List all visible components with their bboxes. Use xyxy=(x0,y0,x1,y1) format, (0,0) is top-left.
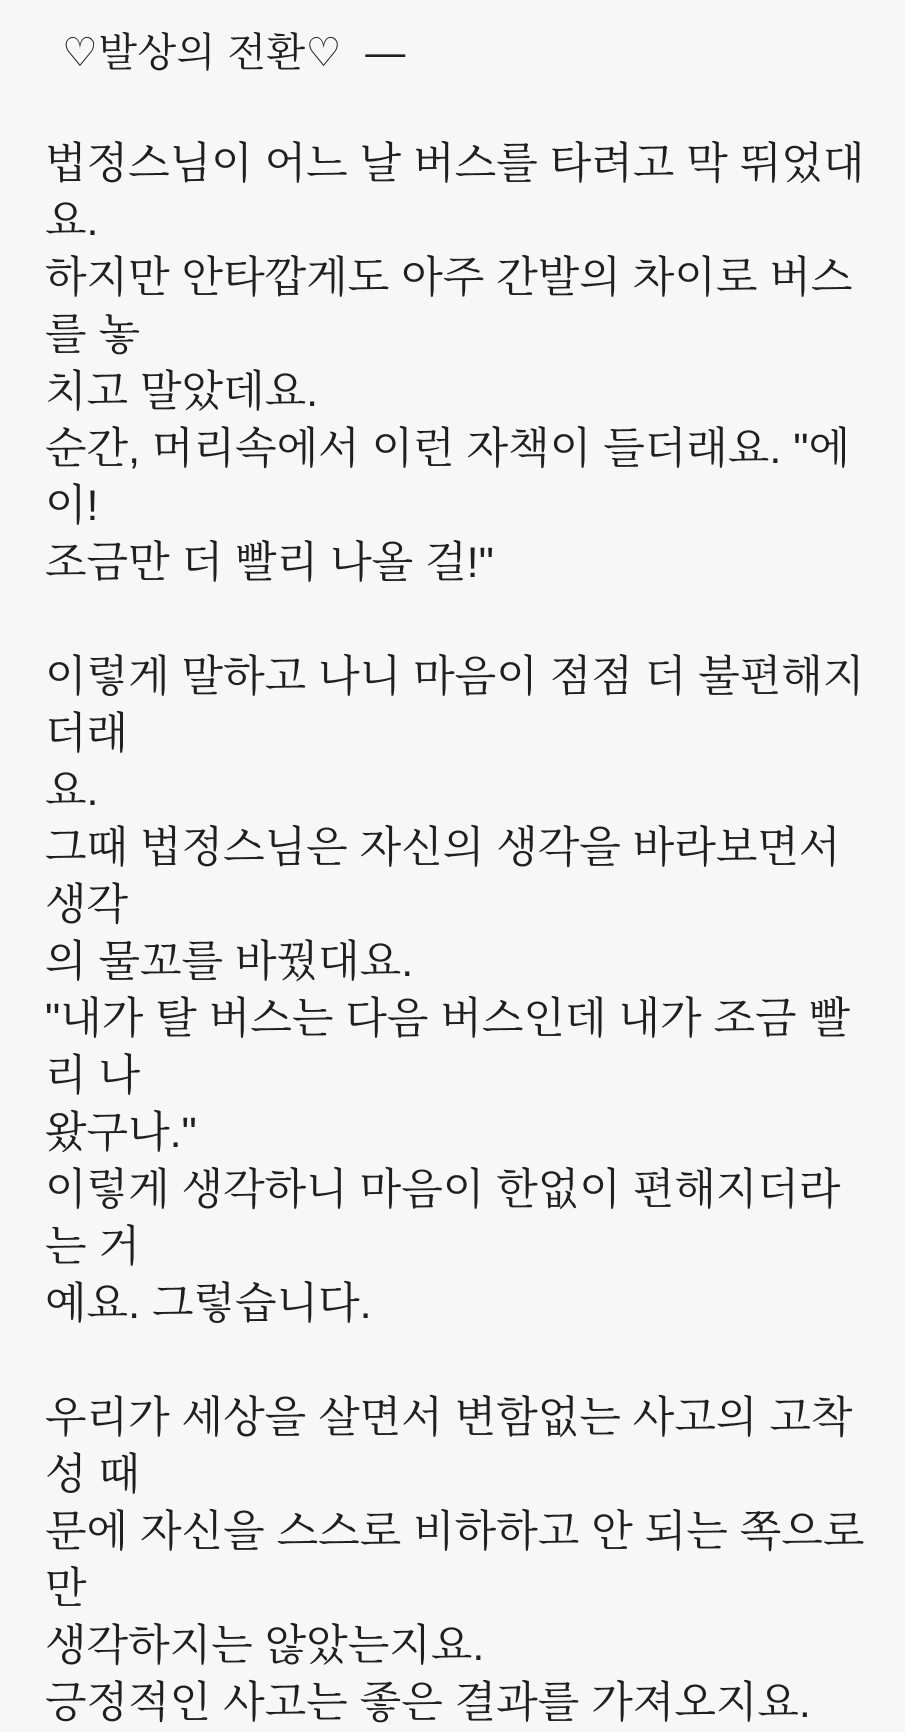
body-text xyxy=(45,136,875,1732)
text-line xyxy=(45,1333,875,1390)
text-line: 법정스님이 어느 날 버스를 타려고 막 뛰었대요. xyxy=(45,140,865,245)
text-line: 하지만 안타깝게도 아주 간발의 차이로 버스를 놓 xyxy=(45,254,853,359)
text-line: 이렇게 생각하니 마음이 한없이 편해지더라는 거 xyxy=(45,1166,841,1271)
text-line: 요. xyxy=(45,767,99,815)
text-line: 문에 자신을 스스로 비하하고 안 되는 쪽으로만 xyxy=(45,1508,865,1613)
text-line: 긍정적인 사고는 좋은 결과를 가져오지요. xyxy=(45,1679,811,1727)
text-line: 예요. 그렇습니다. xyxy=(45,1280,372,1328)
text-line: 조금만 더 빨리 나올 걸!" xyxy=(45,539,494,587)
text-line: 왔구나." xyxy=(45,1109,197,1157)
text-line: 생각하지는 않았는지요. xyxy=(45,1622,485,1670)
text-line: 그때 법정스님은 자신의 생각을 바라보면서 생각 xyxy=(45,824,853,929)
text-line: 의 물꼬를 바꿨대요. xyxy=(45,938,414,986)
text-line: 치고 말았데요. xyxy=(45,368,319,416)
text-line: 이렇게 말하고 나니 마음이 점점 더 불편해지더래 xyxy=(45,653,865,758)
page-title: ♡발상의 전환♡ — xyxy=(62,31,406,75)
text-line: 우리가 세상을 살면서 변함없는 사고의 고착성 때 xyxy=(45,1394,853,1499)
text-line: 순간, 머리속에서 이런 자책이 들더래요. "에이! xyxy=(45,425,851,530)
text-line xyxy=(45,592,875,649)
text-line: "내가 탈 버스는 다음 버스인데 내가 조금 빨리 나 xyxy=(45,995,851,1100)
